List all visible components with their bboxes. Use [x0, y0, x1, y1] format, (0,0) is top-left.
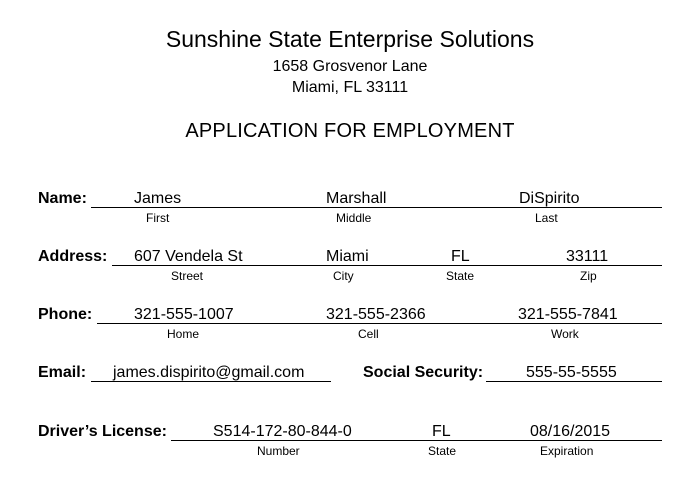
company-address-line2: Miami, FL 33111: [291, 79, 409, 96]
state-caption: State: [446, 269, 475, 283]
first-name-field[interactable]: James: [134, 190, 182, 207]
license-expiration-caption: Expiration: [540, 444, 594, 458]
last-name-field[interactable]: DiSpirito: [519, 190, 580, 207]
last-caption: Last: [535, 211, 558, 225]
license-expiration-field[interactable]: 08/16/2015: [530, 423, 611, 440]
street-caption: Street: [171, 269, 204, 283]
phone-label: Phone:: [38, 306, 93, 323]
email-label: Email:: [38, 364, 87, 381]
license-state-field[interactable]: FL: [432, 423, 451, 440]
address-label: Address:: [38, 248, 108, 265]
license-number-caption: Number: [257, 444, 300, 458]
ssn-field[interactable]: 555-55-5555: [526, 364, 617, 381]
license-label: Driver’s License:: [38, 423, 167, 440]
middle-name-field[interactable]: Marshall: [326, 190, 387, 207]
state-field[interactable]: FL: [451, 248, 470, 265]
home-caption: Home: [167, 327, 200, 341]
form-title: APPLICATION FOR EMPLOYMENT: [185, 120, 515, 142]
ssn-label: Social Security:: [363, 364, 484, 381]
first-caption: First: [146, 211, 170, 225]
company-name: Sunshine State Enterprise Solutions: [165, 26, 535, 52]
zip-caption: Zip: [580, 269, 597, 283]
company-address-line1: 1658 Grosvenor Lane: [272, 58, 428, 75]
cell-phone-field[interactable]: 321-555-2366: [326, 306, 426, 323]
work-caption: Work: [551, 327, 579, 341]
license-state-caption: State: [428, 444, 457, 458]
zip-field[interactable]: 33111: [566, 248, 609, 265]
work-phone-field[interactable]: 321-555-7841: [518, 306, 618, 323]
street-field[interactable]: 607 Vendela St: [134, 248, 243, 265]
cell-caption: Cell: [358, 327, 379, 341]
license-number-field[interactable]: S514-172-80-844-0: [213, 423, 352, 440]
city-field[interactable]: Miami: [326, 248, 369, 265]
city-caption: City: [333, 269, 354, 283]
home-phone-field[interactable]: 321-555-1007: [134, 306, 234, 323]
name-label: Name:: [38, 190, 87, 207]
middle-caption: Middle: [336, 211, 372, 225]
email-field[interactable]: james.dispirito@gmail.com: [113, 364, 305, 381]
